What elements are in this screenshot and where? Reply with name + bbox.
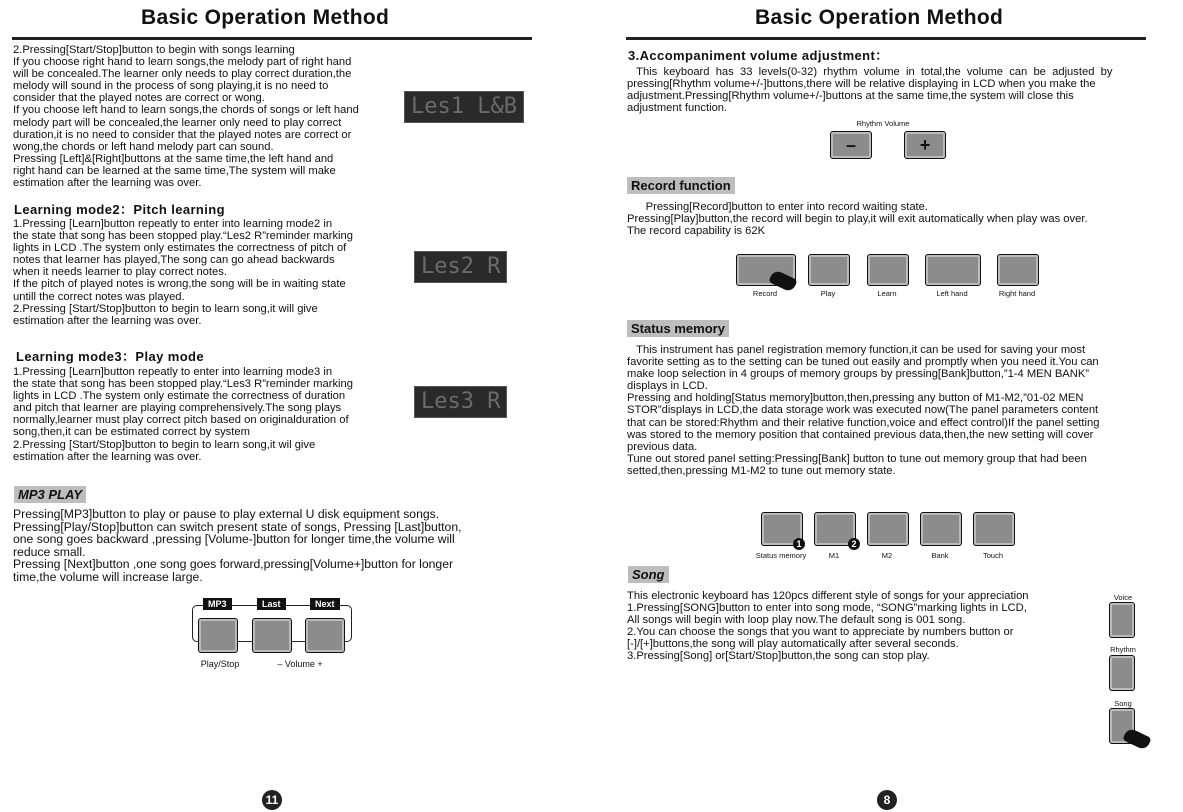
bank-label: Bank xyxy=(931,551,949,560)
left-hand-button[interactable] xyxy=(925,254,981,286)
heading-learning-mode2: Learning mode2：Pitch learning xyxy=(14,202,225,217)
play-label: Play xyxy=(820,289,836,298)
rhythm-volume-minus-button[interactable]: – xyxy=(830,131,872,159)
right-page xyxy=(600,0,1183,812)
record-label: Record xyxy=(752,289,778,298)
volume-plus-button[interactable] xyxy=(305,618,345,653)
left-para-learning: 2.Pressing[Start/Stop]button to begin with songs learning If you choose right hand to learn songs,the melody part of right hand will be concealed.The learner only needs to play correct duration,the melody will sound in the process of song playing,it is no need to consider that the played notes are correct or wong. If you choose left hand to learn songs,the chords of songs or left hand melody part will be concealed,the learner only need to play correct duration,it is no need to consider that the played notes are correct or wong,the chords or left hand melody part can sound. Pressing [Left]&[Right]buttons at the same time,the left hand and right hand can be learned at the same time,The system will make estimation after the learning was over. xyxy=(13,44,359,190)
left-page-title: Basic Operation Method xyxy=(141,6,390,29)
left-page-number: 11 xyxy=(262,790,282,810)
heading-accompaniment-volume: 3.Accompaniment volume adjustment： xyxy=(628,48,889,63)
left-page xyxy=(0,0,560,812)
voice-button[interactable] xyxy=(1109,602,1135,638)
play-button[interactable] xyxy=(808,254,850,286)
voice-label: Voice xyxy=(1113,593,1133,602)
lcd-les3: Les3 R xyxy=(414,386,507,418)
para-learning-mode3: 1.Pressing [Learn]button repeatly to enter into learning mode3 in the state that song has been stopped play.“Les3 R”reminder marking lights in LCD .The system only estimate the correctness of duration and pitch that learner are playing comprehensively.The song plays normally,learner must play correct pitch based on originalduration of song,then,it can be estimated correct by system 2.Pressing [Start/Stop]button to begin to learn song,it wil give estimation after the learning was over. xyxy=(13,366,353,463)
heading-status-memory: Status memory xyxy=(627,320,729,337)
play-stop-button[interactable] xyxy=(198,618,238,653)
lcd-les1: Les1 L&B xyxy=(404,91,524,123)
right-page-title: Basic Operation Method xyxy=(755,6,1004,29)
pointing-hand-icon xyxy=(1122,727,1151,751)
touch-label: Touch xyxy=(982,551,1003,560)
m1-label: M1 xyxy=(828,551,840,560)
heading-record-function: Record function xyxy=(627,177,735,194)
step-2-badge: 2 xyxy=(848,538,860,550)
volume-minus-button[interactable] xyxy=(252,618,292,653)
lcd-les2: Les2 R xyxy=(414,251,507,283)
m2-button[interactable] xyxy=(867,512,909,546)
mp3-panel xyxy=(190,598,356,658)
touch-button[interactable] xyxy=(973,512,1015,546)
bank-button[interactable] xyxy=(920,512,962,546)
rhythm-button[interactable] xyxy=(1109,655,1135,691)
left-hand-label: Left hand xyxy=(936,289,968,298)
last-tag: Last xyxy=(257,598,286,610)
right-hand-button[interactable] xyxy=(997,254,1039,286)
rhythm-label: Rhythm xyxy=(1110,645,1136,654)
volume-label: – Volume + xyxy=(277,659,323,669)
para-song: This electronic keyboard has 120pcs different style of songs for your appreciation 1.Pressing[SONG]button to enter into song mode, “SONG”marking lights in LCD, All songs will begin with loop play now.The default song is 001 song. 2.You can choose the songs that you want to appreciate by numbers button or [-]/[+]buttons,the song will play automatically after several seconds. 3.Pressing[Song] or[Start/Stop]button,the song can stop play. xyxy=(627,590,1029,663)
song-label: Song xyxy=(1114,699,1132,708)
heading-mp3-play: MP3 PLAY xyxy=(14,486,86,503)
right-page-number: 8 xyxy=(877,790,897,810)
right-title-rule xyxy=(626,37,1146,40)
para-mp3-play: Pressing[MP3]button to play or pause to play external U disk equipment songs. Pressing[Play/Stop]button can switch present state of songs, Pressing [Last]button, one song goes backward ,pressing [Volume-]button for longer time,the volume will reduce small. Pressing [Next]button ,one song goes forward,pressing[Volume+]button for longer time,the volume will increase large. xyxy=(13,507,462,584)
learn-label: Learn xyxy=(877,289,897,298)
para-accompaniment-volume: This keyboard has 33 levels(0-32) rhythm volume in total,the volume can be adjusted by pressing[Rhythm volume+/-]buttons,there will be relative displaying in LCD when you make the adjustment.Pressing[Rhythm volume+/-]buttons at the same time,the system will close this adjustment function. xyxy=(627,66,1113,115)
play-stop-label: Play/Stop xyxy=(200,659,240,669)
right-hand-label: Right hand xyxy=(998,289,1036,298)
para-learning-mode2: 1.Pressing [Learn]button repeatly to enter into learning mode2 in the state that song has been stopped play.“Les2 R”reminder marking lights in LCD .The system only estimates the correctness of pitch of notes that learner has played,The song can go ahead backwards when it needs learner to play correct notes. If the pitch of played notes is wrong,the song will be in waiting state untill the correct notes was played. 2.Pressing [Start/Stop]button to begin to learn song,it will give estimation after the learning was over. xyxy=(13,218,353,327)
status-memory-label: Status memory xyxy=(755,551,807,560)
para-record-function: Pressing[Record]button to enter into record waiting state. Pressing[Play]button,the record will begin to play,it will exit automatically when play was over. The record capability is 62K xyxy=(627,201,1088,238)
para-status-memory: This instrument has panel registration memory function,it can be used for saving your most favorite setting as to the setting can be tuned out easily and promptly when you need it.You can make loop selection in 4 groups of memory groups by pressing[Bank]button,”1-4 MEN BANK” displays in LCD. Pressing and holding[Status memory]button,then,pressing any button of M1-M2,”01-02 MEN STOR”displays in LCD,the data storage work was executed now(The panel parameters content that can be stored:Rhythm and their relative function,voice and effect control)If the panel setting was stored to the memory position that contained previous data,then,the new setting will cover previous data. Tune out stored panel setting:Pressing[Bank] button to tune out memory group that had been setted,then,pressing M1-M2 to tune out memory state. xyxy=(627,344,1100,477)
step-1-badge: 1 xyxy=(793,538,805,550)
left-title-rule xyxy=(12,37,532,40)
heading-song: Song xyxy=(628,566,669,583)
m2-label: M2 xyxy=(881,551,893,560)
rhythm-volume-label: Rhythm Volume xyxy=(856,119,910,128)
next-tag: Next xyxy=(310,598,340,610)
learn-button[interactable] xyxy=(867,254,909,286)
heading-learning-mode3: Learning mode3：Play mode xyxy=(16,349,205,364)
rhythm-volume-plus-button[interactable]: + xyxy=(904,131,946,159)
mp3-tag: MP3 xyxy=(203,598,232,610)
